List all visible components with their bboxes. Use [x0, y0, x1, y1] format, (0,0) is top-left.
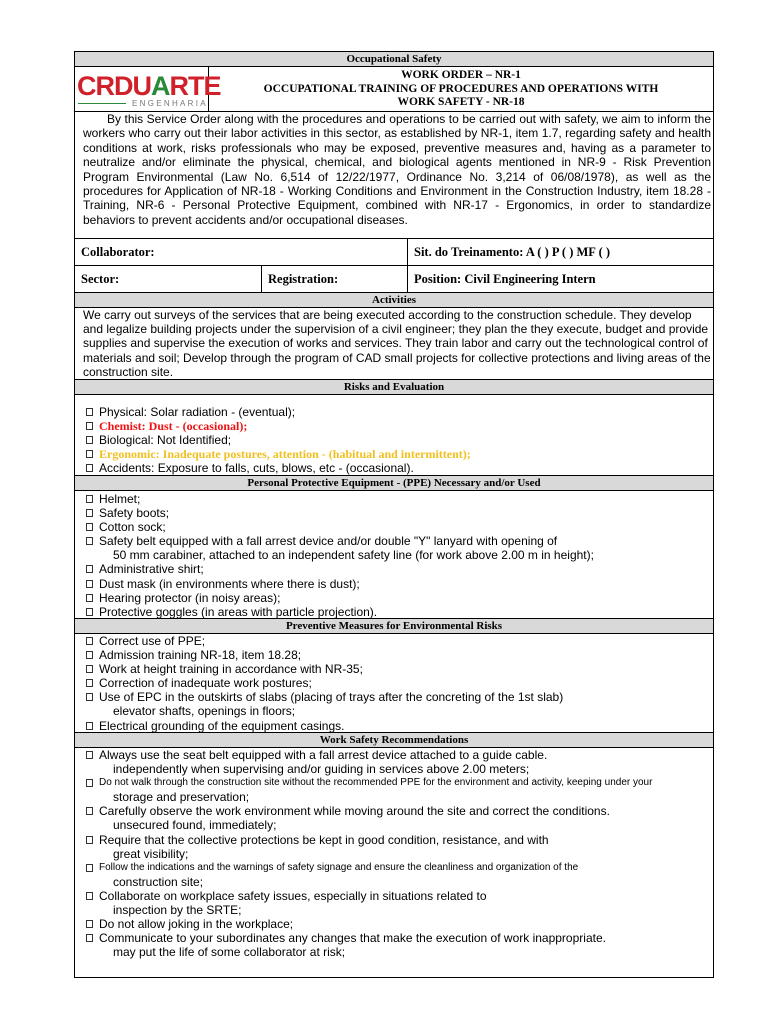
list-item-continuation: inspection by the SRTE; — [113, 903, 242, 918]
document-title: WORK ORDER – NR-1 OCCUPATIONAL TRAINING OF PROCEDURES AND OPERATIONS WITH WORK SAFETY - NR-18 — [263, 69, 659, 108]
preventive-list — [75, 634, 713, 733]
checkbox-icon — [86, 565, 93, 573]
list-item: Carefully observe the work environment while moving around the site and correct the conditions. — [99, 804, 709, 818]
list-item: Administrative shirt; — [99, 562, 709, 576]
list-item: Electrical grounding of the equipment casings. — [99, 719, 709, 733]
list-item-continuation: great visibility; — [113, 846, 189, 861]
checkbox-icon — [86, 495, 93, 503]
checkbox-icon — [86, 864, 93, 872]
list-item: Accidents: Exposure to falls, cuts, blows, etc - (occasional). — [99, 461, 709, 475]
training-status-field: Sit. do Treinamento: A ( ) P ( ) MF ( ) — [414, 245, 611, 259]
checkbox-icon — [86, 693, 93, 701]
checkbox-icon — [86, 779, 93, 787]
list-item: Do not allow joking in the workplace; — [99, 917, 709, 931]
document-header — [75, 67, 713, 112]
ppe-list — [75, 491, 713, 619]
position-field: Position: Civil Engineering Intern — [414, 272, 596, 286]
list-item: Dust mask (in environments where there is dust); — [99, 577, 709, 591]
risks-title: Risks and Evaluation — [75, 380, 713, 395]
company-logo: CRDUARTE ENGENHARIA — [75, 67, 209, 111]
info-row-1 — [75, 239, 713, 266]
registration-field: Registration: — [262, 266, 408, 292]
list-item: Helmet; — [99, 492, 709, 506]
document-top-title: Occupational Safety — [75, 52, 713, 67]
checkbox-icon — [86, 408, 93, 416]
checkbox-icon — [86, 422, 93, 430]
list-item-continuation: construction site; — [113, 874, 204, 889]
checkbox-icon — [86, 934, 93, 942]
checkbox-icon — [86, 537, 93, 545]
risks-list — [75, 395, 713, 476]
checkbox-icon — [86, 436, 93, 444]
checkbox-icon — [86, 450, 93, 458]
list-item: Use of EPC in the outskirts of slabs (placing of trays after the concreting of the 1st slab) — [99, 690, 709, 704]
checkbox-icon — [86, 665, 93, 673]
preventive-title: Preventive Measures for Environmental Risks — [75, 619, 713, 634]
checkbox-icon — [86, 836, 93, 844]
list-item: Physical: Solar radiation - (eventual); — [99, 405, 709, 419]
activities-text: We carry out surveys of the services that are being executed according to the construction schedule. They develop and legalize building projects under the supervision of a civil engineer; they plan the they execute, budget and provide supplies and supervise the execution of works and services. They train labor and carry out the technological control of materials and soil; Develop through the program of CAD small projects for collective protections and living areas of the construction site. — [75, 308, 713, 380]
checkbox-icon — [86, 722, 93, 730]
checkbox-icon — [86, 637, 93, 645]
work-order-document — [74, 51, 714, 978]
list-item: Biological: Not Identified; — [99, 433, 709, 447]
list-item: Safety boots; — [99, 506, 709, 520]
sector-field: Sector: — [75, 266, 262, 292]
checkbox-icon — [86, 751, 93, 759]
list-item-continuation: storage and preservation; — [113, 790, 250, 805]
checkbox-icon — [86, 608, 93, 616]
checkbox-icon — [86, 580, 93, 588]
list-item: Work at height training in accordance with NR-35; — [99, 662, 709, 676]
list-item: Correct use of PPE; — [99, 634, 709, 648]
checkbox-icon — [86, 651, 93, 659]
info-row-2 — [75, 266, 713, 293]
list-item: Follow the indications and the warnings of safety signage and ensure the cleanliness and organization of the — [99, 861, 709, 875]
list-item: Admission training NR-18, item 18.28; — [99, 648, 709, 662]
list-item-continuation: unsecured found, immediately; — [113, 818, 277, 833]
list-item: Ergonomic: Inadequate postures, attention - (habitual and intermittent); — [99, 447, 709, 461]
list-item: Chemist: Dust - (occasional); — [99, 419, 709, 433]
list-item: Correction of inadequate work postures; — [99, 676, 709, 690]
checkbox-icon — [86, 509, 93, 517]
list-item-continuation: independently when supervising and/or guiding in services above 2.00 meters; — [113, 762, 530, 777]
checkbox-icon — [86, 920, 93, 928]
list-item: Always use the seat belt equipped with a fall arrest device attached to a guide cable. — [99, 748, 709, 762]
intro-paragraph: By this Service Order along with the procedures and operations to be carried out with safety, we aim to inform the workers who carry out their labor activities in this sector, as established by NR-1, item 1.7, regarding safety and health conditions at work, risks professionals who may be exposed, preventive measures and, having as a parameter to neutralize and/or eliminate the physical, chemical, and biological agents mentioned in NR-9 - Risk Prevention Program Environmental (Law No. 6,514 of 12/22/1977, Ordinance No. 3,214 of 06/08/1978), as well as the procedures for Application of NR-18 - Working Conditions and Environment in the Construction Industry, item 18.28 - Training, NR-6 - Personal Protective Equipment, combined with NR-17 - Ergonomics, in order to standardize behaviors to prevent accidents and/or occupational diseases. — [75, 112, 713, 239]
list-item: Do not walk through the construction site without the recommended PPE for the environment and activity, keeping under your — [99, 776, 709, 790]
list-item: Require that the collective protections be kept in good condition, resistance, and with — [99, 833, 709, 847]
activities-title: Activities — [75, 293, 713, 308]
list-item: Hearing protector (in noisy areas); — [99, 591, 709, 605]
list-item-continuation: 50 mm carabiner, attached to an independent safety line (for work above 2.00 m in height); — [113, 548, 594, 563]
list-item: Cotton sock; — [99, 520, 709, 534]
checkbox-icon — [86, 594, 93, 602]
list-item: Communicate to your subordinates any changes that make the execution of work inappropriate. — [99, 931, 709, 945]
recommendations-title: Work Safety Recommendations — [75, 733, 713, 748]
checkbox-icon — [86, 679, 93, 687]
recommendations-list — [75, 748, 713, 977]
list-item: Protective goggles (in areas with particle projection). — [99, 605, 709, 619]
checkbox-icon — [86, 464, 93, 472]
list-item: Collaborate on workplace safety issues, especially in situations related to — [99, 889, 709, 903]
checkbox-icon — [86, 892, 93, 900]
list-item: Safety belt equipped with a fall arrest device and/or double "Y" lanyard with opening of — [99, 534, 709, 548]
checkbox-icon — [86, 807, 93, 815]
list-item-continuation: may put the life of some collaborator at risk; — [113, 945, 346, 960]
collaborator-field: Collaborator: — [75, 239, 408, 265]
list-item-continuation: elevator shafts, openings in floors; — [113, 704, 296, 719]
checkbox-icon — [86, 523, 93, 531]
ppe-title: Personal Protective Equipment - (PPE) Necessary and/or Used — [75, 476, 713, 491]
